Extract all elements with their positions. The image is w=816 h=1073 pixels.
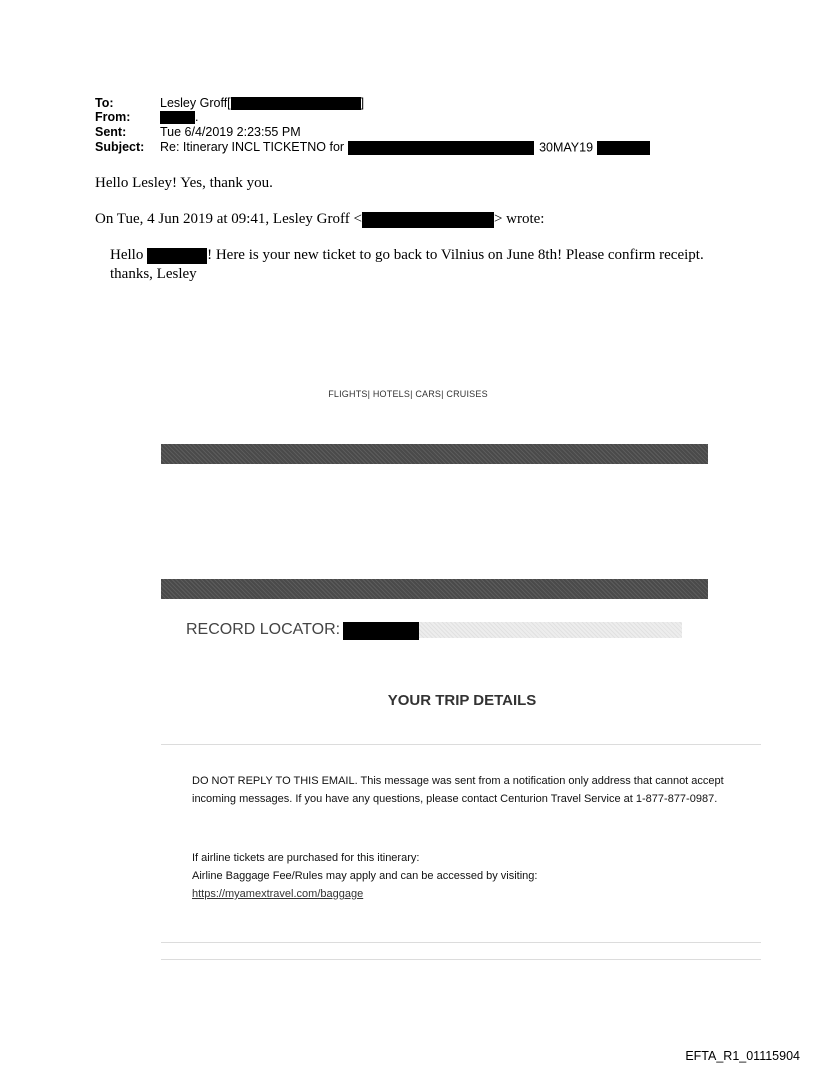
baggage-line-2: Airline Baggage Fee/Rules may apply and can be accessed by visiting:: [192, 870, 538, 882]
notice-paragraph: DO NOT REPLY TO THIS EMAIL. This message was sent from a notification only address that cannot accept incoming messages. If you have any questions, please contact Centurion Travel Service at 1-877-877-0987.: [192, 775, 724, 805]
nav-separator: |: [410, 389, 413, 399]
reply-greeting: Hello Lesley! Yes, thank you.: [95, 175, 273, 191]
nav-cars-link[interactable]: CARS: [415, 389, 442, 399]
to-label: To:: [95, 96, 114, 110]
redaction-block: [231, 97, 361, 110]
header-subject-row: [95, 141, 650, 155]
baggage-notice: [192, 849, 732, 903]
record-locator-label: RECORD LOCATOR:: [186, 621, 341, 638]
nav-hotels-link[interactable]: HOTELS: [372, 389, 411, 399]
quote-intro-suffix: > wrote:: [493, 211, 545, 227]
section-banner-band: [161, 579, 708, 599]
nav-separator: |: [367, 389, 371, 399]
subject-label: Subject:: [95, 140, 145, 155]
nav-flights-link[interactable]: FLIGHTS: [328, 389, 368, 399]
redaction-block: [348, 141, 534, 155]
nav-separator: |: [441, 389, 444, 399]
nav-cruises-link[interactable]: CRUISES: [446, 389, 488, 399]
to-value: Lesley Groff: [160, 96, 228, 110]
quoted-message: [110, 246, 730, 284]
redaction-block: [362, 212, 494, 228]
record-locator-value-band: [419, 622, 682, 638]
quote-intro: [95, 210, 544, 229]
to-bracket-open: [: [227, 96, 231, 110]
baggage-link[interactable]: https://myamextravel.com/baggage: [192, 888, 364, 900]
quote-intro-prefix: On Tue, 4 Jun 2019 at 09:41, Lesley Groff <: [95, 211, 362, 227]
baggage-line-1: If airline tickets are purchased for this itinerary:: [192, 852, 420, 864]
from-value: .: [195, 110, 199, 124]
header-from-row: [95, 111, 198, 124]
document-id: EFTA_R1_01115904: [685, 1049, 800, 1063]
top-nav-links: [0, 389, 816, 399]
divider: [161, 744, 761, 745]
subject-date: 30MAY19: [539, 140, 594, 155]
header-to-row: [95, 97, 364, 110]
divider: [161, 942, 761, 943]
quote-hello: Hello: [110, 247, 144, 263]
from-label: From:: [95, 110, 131, 124]
header-banner-band: [161, 444, 708, 464]
trip-details-title: YOUR TRIP DETAILS: [387, 692, 537, 709]
sent-value: Tue 6/4/2019 2:23:55 PM: [160, 125, 301, 139]
subject-prefix: Re: Itinerary INCL TICKETNO for: [160, 140, 345, 155]
redaction-block: [160, 111, 195, 124]
redaction-block: [597, 141, 650, 155]
redaction-block: [343, 622, 419, 640]
redaction-block: [147, 248, 207, 264]
sent-label: Sent:: [95, 125, 127, 139]
divider: [161, 959, 761, 960]
to-bracket-close: ]: [360, 96, 365, 110]
header-sent-row: [95, 126, 301, 139]
quote-text: ! Here is your new ticket to go back to Vilnius on June 8th! Please confirm receipt. thanks, Lesley: [110, 247, 704, 282]
